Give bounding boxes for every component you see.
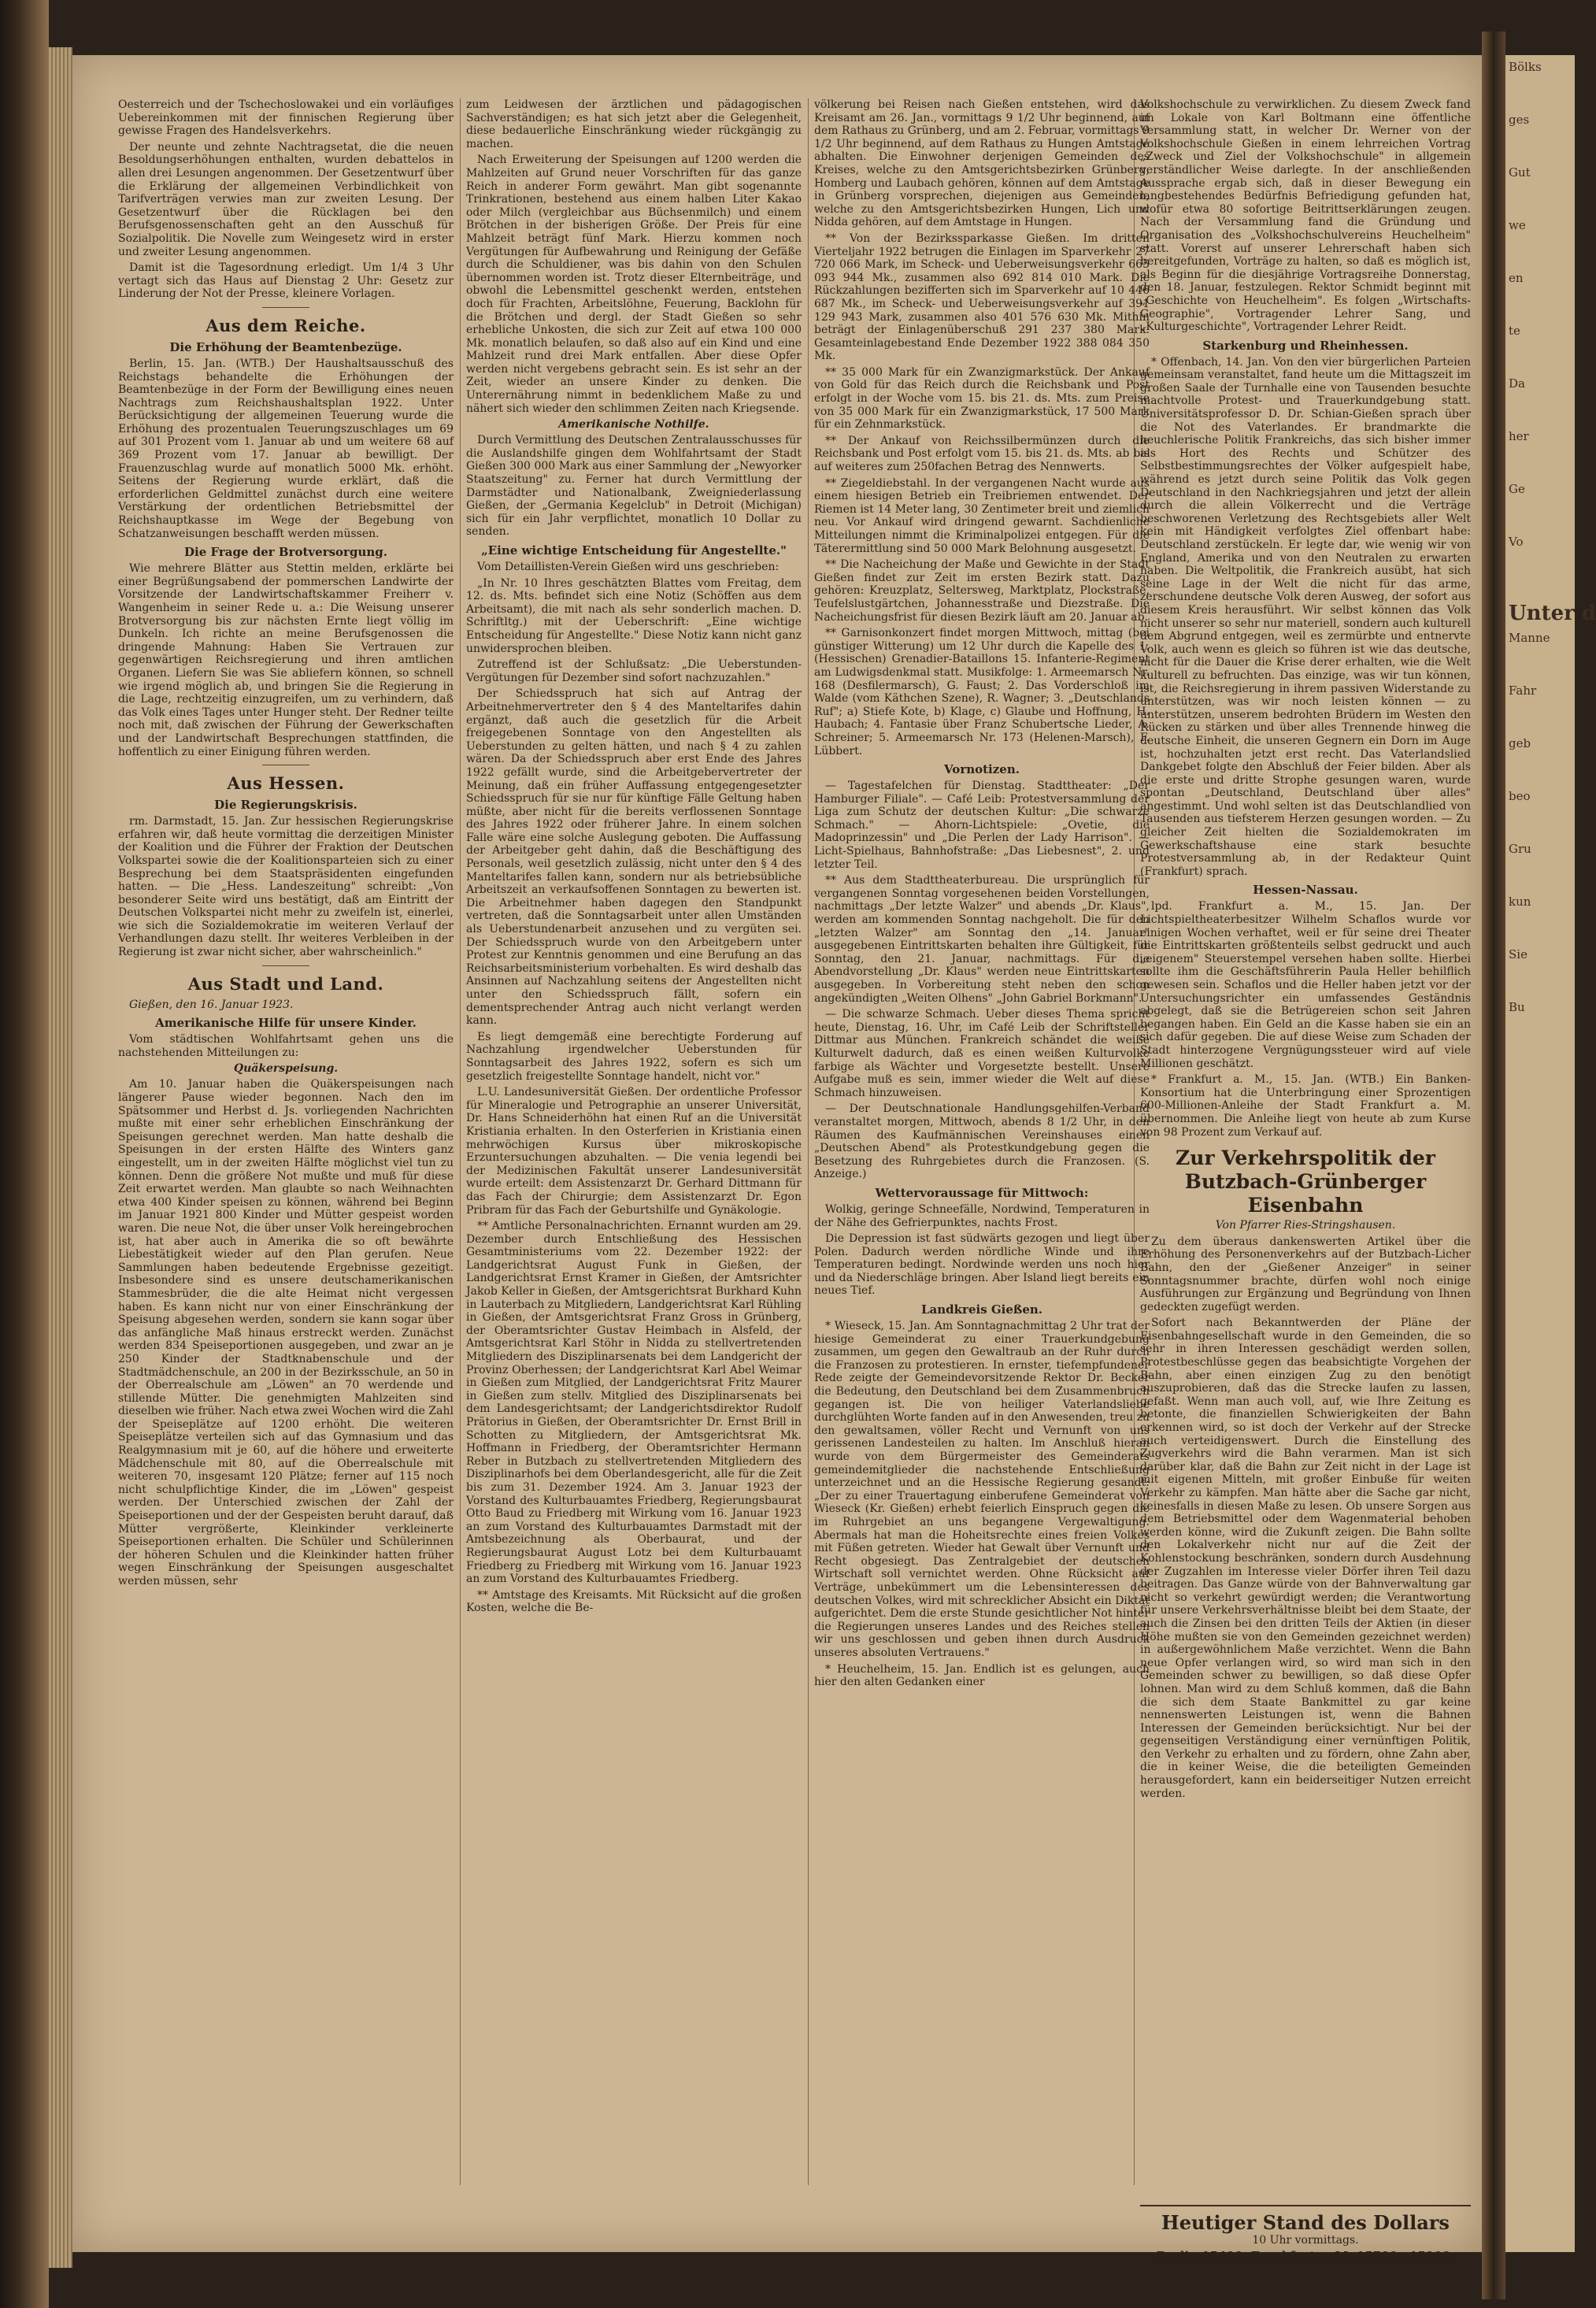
article-text: ** Aus dem Stadttheaterbureau. Die ursprünglich für vergangenen Sonntag vorgesehenen beiden Vorstellungen, nachmittags „Der letzte Walzer" und abends „Dr. Klaus", werden am kommenden Sonntag nachgeholt. Die für den „letzten Walzer" am Sonntag den „14. Januar" ausgegebenen Eintrittskarten behalten ihre Gültigkeit, für Sonntag, den 21. Januar, nachmittags. Für die Abendvorstellung „Dr. Klaus" werden neue Eintrittskarten ausgegeben. In Vorbereitung steht neben den schon angekündigten „Weiten Olhens" „John Gabriel Borkmann". — [814, 874, 1150, 1005]
facing-page-text — [1505, 626, 1575, 1058]
article-heading: Die Frage der Brotversorgung. — [184, 545, 387, 560]
facing-page-line: Bu — [1509, 1000, 1525, 1014]
article-headline: Zur Verkehrspolitik der Butzbach-Grünberger Eisenbahn — [1176, 1147, 1435, 1217]
article-heading: Die Erhöhung der Beamtenbezüge. — [169, 339, 402, 354]
facing-page-line: Fahr — [1509, 684, 1537, 698]
dollar-rates: Berlin 15400. Frankfurt a. M. 15700—15900. — [1156, 2249, 1455, 2263]
article-text: ** Der Ankauf von Reichssilbermünzen durch die Reichsbank und Post erfolgt vom 15. bis 21. ds. Mts. ab bis auf weiteres zum 250fachen Betrag des Nennwerts. — [814, 434, 1150, 474]
byline: Von Pfarrer Ries-Stringshausen. — [1215, 1219, 1396, 1232]
article-text: Vom städtischen Wohlfahrtsamt gehen uns die nachstehenden Mitteilungen zu: — [118, 1033, 454, 1059]
weather-text: Die Depression ist fast südwärts gezogen und liegt über Polen. Dadurch werden nördliche Winde und ihre Temperaturen bedingt. Nordwinde werden uns noch hier und da Niederschläge bringen. Aber Island liegt bereits ein neues Tief. — [814, 1232, 1150, 1298]
column-2 — [466, 98, 802, 2193]
facing-page-line: kun — [1509, 895, 1531, 909]
separator — [262, 965, 309, 966]
article-text: Berlin, 15. Jan. (WTB.) Der Haushaltsausschuß des Reichstags behandelte die Erhöhungen der Beamtenbezüge in der Form der Bewilligung eines neuen Nachtrags zum Reichshaushaltsplan 1922. Unter Berücksichtigung der allgemeinen Teuerung wurde die Erhöhung des prozentualen Teuerungszuschlages um 69 auf 301 Prozent vom 1. Januar ab und um weitere 68 auf 369 Prozent vom 17. Januar ab bewilligt. Der Frauenzuschlag wurde auf monatlich 5000 Mk. erhöht. Seitens der Regierung wurde erklärt, daß die erforderlichen Geldmittel zunächst durch eine weitere Verstärkung der ordentlichen Betriebsmittel der Reichshauptkasse im Wege der Begebung von Schatzanweisungen beschafft werden müssen. — [118, 357, 454, 540]
facing-page — [1505, 55, 1596, 2252]
article-text: Zu dem überaus dankenswerten Artikel über die Erhöhung des Personenverkehrs auf der Butzbach-Licher Bahn, den der „Gießener Anzeiger" in seiner Sonntagsnummer brachte, dürfen wohl noch einige Ausführungen zur Ergänzung und Begründung von Ihnen gedeckten zugefügt werden. — [1140, 1235, 1471, 1313]
facing-page-line: Manne — [1509, 631, 1550, 645]
article-heading: Amerikanische Hilfe für unsere Kinder. — [155, 1016, 417, 1031]
article-text: ** Ziegeldiebstahl. In der vergangenen Nacht wurde aus einem hiesigen Betrieb ein Treibriemen entwendet. Der Riemen ist 14 Meter lang, 30 Zentimeter breit und ziemlich neu. Vor Ankauf wird dringend gewarnt. Sachdienliche Mitteilungen nimmt die Kriminalpolizei entgegen. Für die Täterermittlung sind 50 000 Mark Belohnung ausgesetzt. — [814, 476, 1150, 555]
facing-page-line: her — [1509, 429, 1529, 443]
article-subheading: Amerikanische Nothilfe. — [558, 418, 709, 432]
page-edges — [49, 47, 72, 2268]
book-binding — [0, 0, 49, 2308]
section-heading: Vornotizen. — [944, 762, 1020, 777]
weather-heading: Wettervoraussage für Mittwoch: — [875, 1185, 1089, 1200]
article-subheading: Quäkerspeisung. — [233, 1062, 339, 1076]
facing-page-line: Da — [1509, 376, 1525, 391]
article-text: Damit ist die Tagesordnung erledigt. Um 1/4 3 Uhr vertagt sich das Haus auf Dienstag 2 Uhr: Gesetz zur Linderung der Not der Presse, kleinere Vorlagen. — [118, 261, 454, 301]
column-4 — [1140, 98, 1471, 2193]
facing-page-line: Ge — [1509, 482, 1525, 496]
facing-page-line: Bölks — [1509, 60, 1542, 74]
article-text: L.U. Landesuniversität Gießen. Der ordentliche Professor für Mineralogie und Petrographie an unserer Universität, Dr. Hans Schneiderhöhn hat einen Ruf an die Universität Kristiania erhalten. In den Osterferien in Kristiania einen mehrwöchigen Kursus über mikroskopische Erzuntersuchungen abzuhalten. — Die venia legendi bei der Medizinischen Fakultät unserer Landesuniversität wurde erteilt: dem Assistenzarzt Dr. Gerhard Dittmann für das Fach der Chirurgie; dem Assistenzarzt Dr. Egon Pribram für das Fach der Geburtshilfe und Gynäkologie. — [466, 1086, 802, 1217]
article-text: Am 10. Januar haben die Quäkerspeisungen nach längerer Pause wieder begonnen. Nach den im Spätsommer und Herbst d. Js. vorliegenden Nachrichten mußte mit einer sehr erheblichen Einschränkung der Speisungen gerechnet werden. Man hatte deshalb die Speisungen in der ersten Hälfte des Winters ganz eingestellt, um in der zweiten Hälfte möglichst viel tun zu können. Denn die größere Not mußte und muß für diese Zeit erwartet werden. Man glaubte so nach Weihnachten etwa 400 Kinder speisen zu können, während bei Beginn im Januar 1921 800 Kinder und Mütter gespeist worden waren. Die neue Not, die über unser Volk hereingebrochen ist, hat aber auch in Amerika die so oft bewährte Liebestätigkeit wieder auf den Plan gerufen. Neue Sammlungen haben bedeutende Ergebnisse gezeitigt. Insbesondere sind es unsere deutschamerikanischen Stammesbrüder, die die alte Heimat nicht vergessen haben. Es kann nicht nur von einer Einschränkung der Speisung abgesehen werden, sondern sie kann sogar über das anfängliche Maß hinaus erstreckt werden. Zunächst werden 834 Speiseportionen ausgegeben, und zwar an je 250 Kinder der Stadtknabenschule und der Stadtmädchenschule, an 200 in der Bezirksschule, an 50 in der Oberrealschule am „Löwen" an 70 werdende und stillende Mütter. Die genehmigten Mahlzeiten sind dieselben wie früher. Nach etwa zwei Wochen wird die Zahl der Speiseplätze auf 1200 erhöht. Die weiteren Speiseplätze verteilen sich auf das Gymnasium und das Realgymnasium mit je 60, auf die höhere und erweiterte Mädchenschule mit 80, auf die Oberrealschule mit weiteren 70, insgesamt 120 Plätze; ferner auf 115 noch nicht schulpflichtige Kinder, die im „Löwen" gespeist werden. Der Unterschied zwischen der Zahl der Speiseportionen und der der Gespeisten beruht darauf, daß Mütter vergrößerte, Kleinkinder verkleinerte Speiseportionen erhalten. Die Schüler und Schülerinnen der höheren Schulen und die Kleinkinder hatten früher wegen Einschränkung der Speisungen ausgeschaltet werden müssen, sehr — [118, 1078, 454, 1587]
facing-page-line: ges — [1509, 113, 1530, 127]
article-text: Wie mehrere Blätter aus Stettin melden, erklärte bei einer Begrüßungsabend der pommerschen Landwirte der Vorsitzende der Landwirtschaftskammer Freiherr v. Wangenheim in seiner Rede u. a.: Die Weisung unserer Brotversorgung bis zur nächsten Ernte liegt völlig im Dunkeln. Ich richte an meine Berufsgenossen die dringende Mahnung: Haben Sie Vertrauen zur gegenwärtigen Reichsregierung und ihren amtlichen Organen. Liefern Sie was Sie abliefern können, so schnell wie irgend möglich ab, und bringen Sie die Regierung in die Lage, rechtzeitig einzugreifen, um zu verhindern, daß das Volk eines Tages unter Hunger steht. Der Redner teilte noch mit, daß zwischen der Führung der Gewerkschaften und der Landwirtschaft Besprechungen stattfinden, die hoffentlich zu einer Einigung führen werden. — [118, 562, 454, 758]
article-text: ** Die Nacheichung der Maße und Gewichte in der Stadt Gießen findet zur Zeit im ersten Bezirk statt. Dazu gehören: Kreuzplatz, Seltersweg, Marktplatz, Plockstraße, Teufelslustgärtchen, Johannesstraße und Diezstraße. Die Nacheichungsfrist für diesen Bezirk läuft am 20. Januar ab. — [814, 558, 1150, 624]
article-text: * Frankfurt a. M., 15. Jan. (WTB.) Ein Banken-Konsortium hat die Unterbringung einer Sprozentigen 600-Millionen-Anleihe der Stadt Frankfurt a. M. übernommen. Die Anleihe liegt von heute ab zum Kurse von 98 Prozent zum Verkauf auf. — [1140, 1073, 1471, 1139]
facing-page-line: Vo — [1509, 535, 1524, 549]
column-rule — [808, 98, 809, 2185]
section-heading: Aus Stadt und Land. — [187, 973, 384, 994]
section-heading: Aus Hessen. — [227, 773, 345, 794]
article-text: — Die schwarze Schmach. Ueber dieses Thema spricht heute, Dienstag, 16. Uhr, im Café Leib der Schriftsteller Dittmar aus München. Frankreich schändet die weiße Kulturwelt dadurch, daß es einen weißen Kulturvolke farbige als Wächter und Vorgesetzte bestellt. Unsere Aufgabe muß es sein, immer wieder die Welt auf diese Schmach hinzuweisen. — [814, 1008, 1150, 1099]
article-text: — Der Deutschnationale Handlungsgehilfen-Verband veranstaltet morgen, Mittwoch, abends 8 1/2 Uhr, in den Räumen des Kaufmännischen Vereinshauses einen „Deutschen Abend" als Protestkundgebung gegen die Besetzung des Ruhrgebietes durch die Franzosen. (S. Anzeige.) — [814, 1102, 1150, 1181]
article-text: Der Schiedsspruch hat sich auf Antrag der Arbeitnehmervertreter den § 4 des Manteltarifes dahin ergänzt, daß auch die gesetzlich für die Arbeit freigegebenen Sonntage von den Angestellten als Ueberstunden zu gelten hätten, und nach § 4 zu zahlen wären. Da der Schiedsspruch aber erst Ende des Jahres 1922 gefällt wurde, sind die Arbeitgebervertreter der Meinung, daß ein früher Auffassung entgegengesetzter Schiedsspruch für sie nur für künftige Fälle Geltung haben müßte, aber nicht für die bereits verflossenen Sonntage des Jahres 1922 oder früherer Jahre. In einem solchen Falle wäre eine solche Auslegung geboten. Die Auffassung der Arbeitgeber geht dahin, daß die Beschäftigung des Personals, weil gesetzlich zulässig, nicht unter den § 4 des Manteltarifes fallen kann, sondern nur als betriebsübliche Arbeitszeit an verkaufsoffenen Sonntagen zu bewerten ist. Die Arbeitnehmer haben dagegen den Standpunkt vertreten, daß die Sonntagsarbeit unter allen Umständen als Ueberstundenarbeit anzusehen und zu vergüten sei. Der Schiedsspruch wurde von den Arbeitgebern unter Protest zur Kenntnis genommen und eine Berufung an das Reichsarbeitsministerium vorbehalten. Es wird deshalb das Ansinnen auf Nachzahlung seitens der Angestellten nicht unter den Schiedsspruch fällt, sofern ein dementsprechender Antrag auch nicht verlangt werden kann. — [466, 687, 802, 1028]
article-text: ** Von der Bezirkssparkasse Gießen. Im dritten Vierteljahr 1922 betrugen die Einlagen im Sparverkehr 27 720 066 Mark, im Scheck- und Ueberweisungsverkehr 665 093 944 Mk., zusammen also 692 814 010 Mark. Die Rückzahlungen bezifferten sich im Sparverkehr auf 10 446 687 Mk., im Scheck- und Ueberweisungsverkehr auf 391 129 943 Mark, zusammen also 401 576 630 Mk. Mithin beträgt der Einlagenüberschuß 291 237 380 Mark. Gesamteinlagebestand Ende Dezember 1922 388 084 350 Mk. — [814, 232, 1150, 363]
dollar-rule — [1140, 2205, 1471, 2263]
section-heading: Landkreis Gießen. — [921, 1302, 1042, 1317]
article-text: völkerung bei Reisen nach Gießen entstehen, wird das Kreisamt am 26. Jan., vormittags 9 1/2 Uhr beginnend, auf dem Rathaus zu Grünberg, und am 2. Februar, vormittags 9 1/2 Uhr beginnend, auf dem Rathaus zu Hungen Amtstage abhalten. Die Einwohner derjenigen Gemeinden des Kreises, welche zu den Amtsgerichtsbezirken Grünberg, Homberg und Laubach gehören, können auf dem Amtstage in Grünberg vorsprechen, diejenigen aus Gemeinden, welche zu den Amtsgerichtsbezirken Hungen, Lich und Nidda gehören, auf dem Amtstage in Hungen. — [814, 98, 1150, 229]
dollar-box — [1140, 2197, 1471, 2263]
facing-page-line: en — [1509, 271, 1524, 285]
section-heading: Hessen-Nassau. — [1253, 883, 1358, 898]
dollar-time: 10 Uhr vormittags. — [1252, 2234, 1359, 2247]
article-text: Zutreffend ist der Schlußsatz: „Die Ueberstunden-Vergütungen für Dezember sind sofort nachzuzahlen." — [466, 658, 802, 684]
article-text: lpd. Frankfurt a. M., 15. Jan. Der Lichtspieltheaterbesitzer Wilhelm Schaflos wurde vor einigen Wochen verhaftet, weil er für seine drei Theater die Eintrittskarten größtenteils selbst gedruckt und auch „eigenem" Steuerstempel versehen haben sollte. Hierbei sollte ihm die Geschäftsführerin Paula Heller behilflich gewesen sein. Schaflos und die Heller haben jetzt vor der Untersuchungsrichter ein umfassendes Geständnis abgelegt, daß sie die Betrügereien schon seit Jahren begangen haben. Ein Geld an die Kasse haben sie ein an sich dafür gegeben. Die auf diese Weise zum Schaden der Stadt hinterzogene Vergnügungssteuer wird auf viele Millionen geschätzt. — [1140, 900, 1471, 1070]
facing-page-heading: Unter d — [1509, 602, 1596, 625]
weather-text: Wolkig, geringe Schneefälle, Nordwind, Temperaturen in der Nähe des Gefrierpunktes, nachts Frost. — [814, 1202, 1150, 1229]
article-heading: Die Regierungskrisis. — [214, 798, 357, 813]
article-text: rm. Darmstadt, 15. Jan. Zur hessischen Regierungskrise erfahren wir, daß heute vormittag die derzeitigen Minister der Koalition und die Führer der Fraktion der Deutschen Volkspartei sowie die der Koalitionsparteien sich zu einer Besprechung bei dem Staatspräsidenten eingefunden hatten. — Die „Hess. Landeszeitung" schreibt: „Von besonderer Seite wird uns bestätigt, daß am Eintritt der Deutschen Volkspartei nicht mehr zu zweifeln ist, einerlei, wie sich die Sozialdemokratie im weiteren Verlauf der Verhandlungen dazu stellt. Ihr weiteres Verbleiben in der Regierung ist zwar nicht sicher, aber wahrscheinlich." — [118, 815, 454, 959]
article-text: Durch Vermittlung des Deutschen Zentralausschusses für die Auslandshilfe gingen dem Wohlfahrtsamt der Stadt Gießen 300 000 Mark aus einer Sammlung der „Newyorker Staatszeitung" zu. Ferner hat durch Vermittlung der Darmstädter und Nationalbank, Zweigniederlassung Gießen, der „Germania Kegelclub" in Detroit (Michigan) sich für ein Jahr verpflichtet, monatlich 10 Dollar zu senden. — [466, 434, 802, 539]
column-1 — [118, 98, 454, 2193]
facing-page-text — [1505, 55, 1575, 592]
section-heading: Starkenburg und Rheinhessen. — [1202, 338, 1409, 353]
facing-page-line: Sie — [1509, 947, 1527, 961]
article-text: zum Leidwesen der ärztlichen und pädagogischen Sachverständigen; es hat sich jetzt aber die Gelegenheit, diese bedauerliche Einschränkung wieder rückgängig zu machen. — [466, 98, 802, 150]
facing-page-line: Gut — [1509, 165, 1531, 180]
facing-page-line: te — [1509, 324, 1520, 338]
article-text: Der neunte und zehnte Nachtragsetat, die die neuen Besoldungserhöhungen enthalten, wurden debattelos in allen drei Lesungen angenommen. Der Gesetzentwurf über die Erklärung der allgemeinen Verbindlichkeit von Tarifverträgen verwies man zur zweiten Lesung. Der Gesetzentwurf über die Rücklagen bei den Berufsgenossenschaften geht an den Ausschuß für Sozialpolitik. Die Novelle zum Weingesetz wird in erster und zweiter Lesung angenommen. — [118, 140, 454, 258]
article-text: * Heuchelheim, 15. Jan. Endlich ist es gelungen, auch hier den alten Gedanken einer — [814, 1662, 1150, 1689]
article-text: Volkshochschule zu verwirklichen. Zu diesem Zweck fand im Lokale von Karl Boltmann eine öffentliche Versammlung statt, in welcher Dr. Werner von der Volkshochschule Gießen in einem lehrreichen Vortrag „Zweck und Ziel der Volkshochschule" in allgemein verständlicher Weise darlegte. In der anschließenden Aussprache ergab sich, daß in dieser Bewegung ein langbestehendes Bedürfnis Befriedigung gefunden hat, wofür etwa 80 sofortige Beitrittserklärungen zeugen. Nach der Versammlung fand die Gründung und Organisation des „Volkshochschulvereins Heuchelheim" statt. Vorerst auf unserer Lehrerschaft haben sich bereitgefunden, Vorträge zu halten, so daß es möglich ist, als Beginn für die diesjährige Vortragsreihe Donnerstag, den 18. Januar, festzulegen. Rektor Schmidt beginnt mit „Geschichte von Heuchelheim". Es folgen „Wirtschafts-Geographie", Vortragender Lehrer Sang, und „Kulturgeschichte", Vortragender Lehrer Reidt. — [1140, 98, 1471, 334]
article-text: Vom Detaillisten-Verein Gießen wird uns geschrieben: — [477, 561, 779, 573]
dateline: Gießen, den 16. Januar 1923. — [129, 998, 294, 1011]
article-text: — Tagestafelchen für Dienstag. Stadttheater: „Der Hamburger Filiale". — Café Leib: Protestversammlung der Liga zum Schutz der deutschen Kultur: „Die schwarze Schmach." — Ahorn-Lichtspiele: „Ovetie, die Madoprinzessin" und „Die Perlen der Lady Harrison". — Licht-Spielhaus, Bahnhofstraße: „Das Liebesnest", 2. und letzter Teil. — [814, 780, 1150, 871]
article-heading: „Eine wichtige Entscheidung für Angestellte." — [481, 543, 787, 558]
article-text: * Wieseck, 15. Jan. Am Sonntagnachmittag 2 Uhr trat der hiesige Gemeinderat zu einer Trauerkundgebung zusammen, um gegen den Gewaltraub an der Ruhr durch die Franzosen zu protestieren. In ernster, tiefempfundener Rede zeigte der Gemeindevorsitzende Rektor Dr. Becker die Bedeutung, den Deutschland bei dem Zusammenbruch gegangen ist. Die von heiliger Vaterlandsliebe durchglühten Worte fanden auf in den Anwesenden, treu zu den gewaltsamen, völler Recht und Vernunft von uns gerissenen Landesteilen zu halten. Im Anschluß hieran wurde von dem Bürgermeister des Gemeinderats gemeindemitglieder die nachstehende Entschließung unterzeichnet und an die Hessische Regierung gesandt: „Der zu einer Trauertagung einberufene Gemeinderat von Wieseck (Kr. Gießen) erhebt feierlich Einspruch gegen die im Ruhrgebiet an uns begangene Vergewaltigung. Abermals hat man die Hoheitsrechte eines freien Volkes mit Füßen getreten. Wieder hat Gewalt über Vernunft und Recht obgesiegt. Das Zentralgebiet der deutschen Wirtschaft soll vernichtet werden. Ohne Rücksicht auf Verträge, unbekümmert um die Lebensinteressen des deutschen Volkes, wird mit schrecklicher Absicht ein Diktat aufgerichtet. Dem die erste Stunde gesichtlicher Not hinter die Regierungen unseres Landes und des Reiches stellen wir uns geschlossen und geben ihnen durch Ausdruck unseres absoluten Vertrauens." — [814, 1320, 1150, 1659]
column-rule — [460, 98, 461, 2185]
section-heading: Aus dem Reiche. — [206, 315, 366, 335]
article-text: „In Nr. 10 Ihres geschätzten Blattes vom Freitag, dem 12. ds. Mts. befindet sich eine Notiz (Schöffen aus dem Arbeitsamt), die mit nach als sehr sonderlich machen. D. Schriftltg.) mit der Ueberschrift: „Eine wichtige Entscheidung für Angestellte." Diese Notiz kann nicht ganz unwidersprochen bleiben. — [466, 576, 802, 655]
article-text: Sofort nach Bekanntwerden der Pläne der Eisenbahngesellschaft wurde in den Gemeinden, die so sehr in ihren Interessen geschädigt werden sollen, Protestbeschlüsse gegen das beabsichtigte Vorgehen der Bahn, aber einen einzigen Zug zu den benötigt auszuprobieren, daß das die Strecke laufen zu lassen, gefaßt. Wenn man auch voll, auf, wie Ihre Zeitung es betonte, die finanziellen Schwierigkeiten der Bahn erkennen wird, so ist doch der Verkehr auf der Strecke auch verteidigenswert. Durch die Einstellung des Zugverkehrs wird die Bahn verarmen. Man ist sich darüber klar, daß die Bahn zur Zeit nicht in der Lage ist mit eigenen Mitteln, mit großer Einbuße für weiten Verkehr zu kämpfen. Man hätte aber die Sache gar nicht, keinesfalls in diesen Maße zu lesen. Ob unsere Sorgen aus dem Betriebsmittel oder dem Wagenmaterial behoben werden könne, wird die Zukunft zeigen. Die Bahn sollte den Lokalverkehr nicht nur auf die Zeit der Kohlenstockung beschränken, sondern durch Ausdehnung der Zugzahlen im Interesse vieler Dörfer ihren Teil dazu beitragen. Das Ganze würde von der Bahnverwaltung gar nicht so verkehrt gewürdigt werden; die Verantwortung für unsere Verkehrsverhältnisse bleibt bei dem Staate, der auch die Zinsen bei den dritten Teils der Aktien (in dieser Höhe mußten sie von den Gemeinden gezeichnet werden) in außergewöhnlichem Maße verzichtet. Wenn die Bahn neue Opfer verlangen wird, so wird man sich in den Gemeinden schwer zu bewilligen, so daß diese Opfer lohnen. Man wird zu dem Schluß kommen, daß die Bahn die sich dem Staate Bankmittel zu gar keine nennenswerten Leistungen ist, wenn die Bahnen Interessen der Gemeinden berücksichtigt. Nur bei der gegenseitigen Verständigung einer vernünftigen Politik, den Verkehr zu erhalten und zu fördern, ohne Zahn aber, die in keiner Weise, die die beteiligten Gemeinden herausgefordert, kann ein beiderseitiger Nutzen erreicht werden. — [1140, 1317, 1471, 1800]
facing-page-line: we — [1509, 218, 1526, 232]
facing-page-line: Gru — [1509, 842, 1531, 856]
article-text: Oesterreich und der Tschechoslowakei und ein vorläufiges Uebereinkommen mit der finnischen Regierung über gewisse Fragen des Handelsverkehrs. — [118, 98, 454, 138]
separator — [262, 307, 309, 308]
article-text: ** 35 000 Mark für ein Zwanzigmarkstück. Der Ankauf von Gold für das Reich durch die Reichsbank und Post erfolgt in der Woche vom 15. bis 21. ds. Mts. zum Preise von 35 000 Mark für ein Zwanzigmarkstück, 17 500 Mark für ein Zehnmarkstück. — [814, 365, 1150, 432]
article-text: * Offenbach, 14. Jan. Von den vier bürgerlichen Parteien gemeinsam veranstaltet, fand heute um die Mittagszeit im großen Saale der Turnhalle eine von Tausenden besuchte machtvolle Protest- und Trauerkundgebung statt. Universitätsprofessor D. Dr. Schian-Gießen sprach über die Not des Vaterlandes. Er brandmarkte die heuchlerische Politik Frankreichs, das sich bisher immer als Hort des Rechts und Schützer des Selbstbestimmungsrechtes der Völker aufgespielt habe, während es jetzt durch seine Politik das Volk gegen Deutschland in den Nachkriegsjahren und jetzt der allein durch die allein Völkerrecht und die Verträge beschworenen Verletzung des Rechtsgebiets aller Welt kein mit Händigkeit verfolgtes Ziel offenbart habe: Deutschland zerstückeln. Er legte dar, wie wenig wir von England, Amerika und von den Neutralen zu erwarten haben. Die Weltpolitik, die Frankreich ausübt, hat sich seine Lage in der Welt die nicht für das arme, zerschundene deutsche Volk deren Ausweg, der sofort aus diesem Kreis herausführt. Wir selbst können das Volk nicht unserer so sehr nur materiell, sondern auch kulturell dem Abgrund entgegen, weil es zermürbte und entnervte Volk, auch wenn es gleich so führen ist wie das deutsche, nicht für die Dauer die Krise derer erhalten, wie die Welt kulturell zu befruchten. Das einzige, was wir tun können, ist, die Reichsregierung in ihrem passiven Widerstande zu unterstützen, was wir noch leisten können — zu unterstützen, unserem bedrohten Brüdern im Westen den Rücken zu stärken und über alles Trennende hinweg die deutsche Einheit, die unseren Gegnern ein Dorn im Auge ist, hochzuhalten jetzt erst recht. Das Vaterlandslied Dankgebet folgte den Abschluß der Feier bilden. Aber als die erste und dritte Strophe gesungen waren, wurde spontan „Deutschland, Deutschland über alles" angestimmt. Und wohl selten ist das Deutschlandlied von Tausenden aus tiefsterem Herzen gesungen worden. — Zu gleicher Zeit hielten die Sozialdemokraten im Gewerkschaftshause eine stark besuchte Protestversammlung ab, in der Redakteur Quint (Frankfurt) sprach. — [1140, 355, 1471, 878]
book-spine — [1482, 31, 1505, 2299]
article-text: ** Amtstage des Kreisamts. Mit Rücksicht auf die großen Kosten, welche die Be- — [466, 1588, 802, 1615]
dollar-title: Heutiger Stand des Dollars — [1161, 2211, 1450, 2234]
article-text: ** Garnisonkonzert findet morgen Mittwoch, mittag (bei günstiger Witterung) um 12 Uhr durch die Kapelle des 1. (Hessischen) Grenadier-Bataillons 15. Infanterie-Regiment am Ludwigsdenkmal statt. Musikfolge: 1. Armeemarsch Nr. 168 (Desfilermarsch), G. Faust; 2. Das Vorderschloß im Walde (vom Käthchen Szene), R. Wagner; 3. „Deutschlands Ruf"; a) Stiefe Kote, b) Klage, c) Glaube und Hoffnung, H. Haubach; 4. Fantasie über Franz Schubertsche Lieder, A. Schreiner; 5. Armeemarsch Nr. 173 (Helenen-Marsch), F. Lübbert. — [814, 627, 1150, 758]
article-text: Es liegt demgemäß eine berechtigte Forderung auf Nachzahlung irgendwelcher Ueberstunden für Sonntagsarbeit des Jahres 1922, sofern es sich um gesetzlich freigestellte Sonntage handelt, nicht vor." — [466, 1030, 802, 1083]
facing-page-line: geb — [1509, 736, 1531, 750]
facing-page-line: beo — [1509, 789, 1531, 803]
article-text: Nach Erweiterung der Speisungen auf 1200 werden die Mahlzeiten auf Grund neuer Vorschriften für das ganze Reich in anderer Form gewährt. Man gibt sogenannte Trinkrationen, bestehend aus einem halben Liter Kakao oder Milch (vergleichbar aus Büchsenmilch) und einem Brötchen in der bisherigen Größe. Der Preis für eine Mahlzeit beträgt fünf Mark. Hierzu kommen noch Vergütungen für Aufbewahrung und Reinigung der Gefäße durch die Schuldiener, was bis dahin von den Schulen übernommen worden ist. Trotz dieser Elternbeiträge, und obwohl die Lebensmittel geschenkt werden, entstehen doch für Frachten, Arbeitslöhne, Feuerung, Backlohn für die Brötchen und dergl. der Stadt Gießen so sehr erhebliche Unkosten, die sich zur Zeit auf etwa 100 000 Mk. monatlich belaufen, so daß also auf ein Kind und eine Mahlzeit rund drei Mark entfallen. Aber diese Opfer werden nicht vergebens gebracht sein. Es ist sehr an der Zeit, wieder an unsere Kinder zu denken. Die Unterernährung nimmt in bedenklichem Maße zu und nähert sich wieder den schlimmen Zeiten nach Kriegsende. — [466, 154, 802, 415]
column-3 — [814, 98, 1150, 2193]
article-text: ** Amtliche Personalnachrichten. Ernannt wurden am 29. Dezember durch Entschließung des Hessischen Gesamtministeriums vom 22. Dezember 1922: der Landgerichtsrat August Funk in Gießen, der Landgerichtsrat Ernst Kramer in Gießen, der Amtsrichter Jakob Keller in Gießen, der Amtsgerichtsrat Burkhard Kuhn in Lauterbach zu Mitgliedern, Landgerichtsrat Karl Rühling in Gießen, der Amtsgerichtsrat Franz Gross in Grünberg, der Oberamtsrichter Gustav Heimbach in Alsfeld, der Amtsgerichtsrat Karl Stöhr in Nidda zu stellvertretenden Mitgliedern des Disziplinarsenats bei dem Landgericht der Provinz Oberhessen; der Landgerichtsrat Karl Abel Weimar in Gießen zum Mitglied, der Landgerichtsrat Fritz Maurer in Gießen zum stellv. Mitglied des Disziplinarsenats bei dem Landesgerichtsamt; der Landgerichtsdirektor Rudolf Prätorius in Gießen, der Oberamtsrichter Dr. Ernst Brill in Schotten zu Mitgliedern, der Amtsgerichtsrat Mk. Hoffmann in Friedberg, der Oberamtsrichter Hermann Reber in Butzbach zu stellvertretenden Mitgliedern des Disziplinarhofs bei dem Oberlandesgericht, alle für die Zeit bis zum 31. Dezember 1924. Am 3. Januar 1923 der Vorstand des Kulturbauamtes Friedberg, Regierungsbaurat Otto Baud zu Friedberg mit Wirkung vom 16. Januar 1923 an zum Vorstand des Kulturbauamtes Darmstadt mit der Amtsbezeichnung als Oberbaurat, und der Regierungsbaurat August Lotz bei dem Kulturbauamt Friedberg zu Friedberg mit Wirkung vom 16. Januar 1923 an zum Vorstand des Kulturbauamtes Friedberg. — [466, 1220, 802, 1586]
